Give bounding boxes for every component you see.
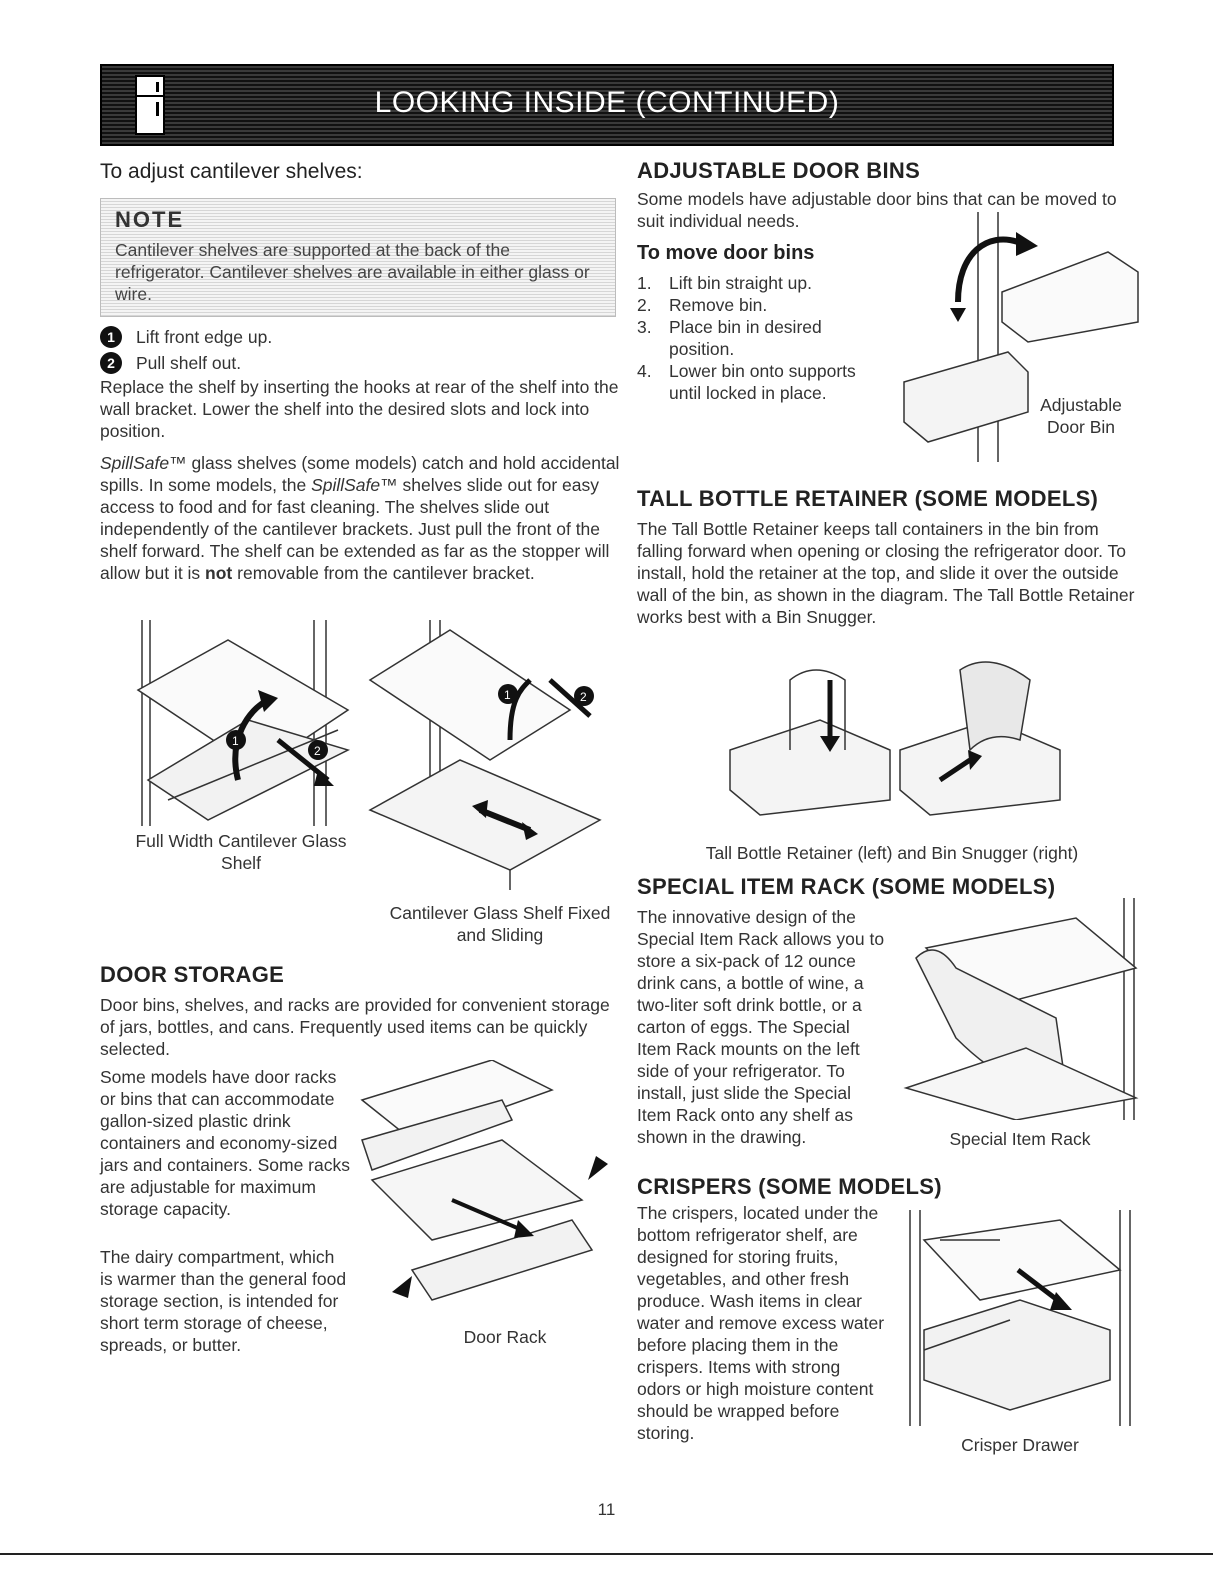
- list-item: [637, 360, 887, 404]
- special-rack-paragraph: The innovative design of the Special Item Rack allows you to store a six-pack of 12 ounce drink cans, a bottle of wine, a two-liter soft drink bottle, or a carton of eggs. The Special Item Rack mounts on the left side of your refrigerator. To install, just slide the Special Item Rack onto any shelf as shown in the drawing.: [637, 907, 885, 1147]
- list-item: [637, 316, 887, 360]
- note-text: Cantilever shelves are supported at the back of the refrigerator. Cantilever shelves are available in either glass or wire.: [115, 240, 590, 304]
- cantilever-heading: To adjust cantilever shelves:: [100, 160, 363, 183]
- tall-bottle-heading: TALL BOTTLE RETAINER (SOME MODELS): [637, 486, 1099, 511]
- adjustable-door-bin-label: Adjustable Door Bin: [1040, 395, 1122, 437]
- page-title: LOOKING INSIDE (CONTINUED): [374, 86, 840, 119]
- special-item-rack-drawing: [896, 898, 1146, 1120]
- replace-paragraph: Replace the shelf by inserting the hooks at rear of the shelf into the wall bracket. Lower the shelf into the desired slots and lock into position.: [100, 377, 619, 441]
- adjustable-bins-paragraph: Some models have adjustable door bins that can be moved to suit individual needs.: [637, 189, 1117, 231]
- door-rack-drawing: [352, 1060, 614, 1320]
- dairy-paragraph: The dairy compartment, which is warmer than the general food storage section, is intended for short term storage of cheese, spreads, or butter.: [100, 1247, 347, 1355]
- step-number: 3.: [637, 317, 652, 337]
- spillsafe-text: removable from the cantilever bracket.: [232, 563, 535, 583]
- adjustable-bins-heading: ADJUSTABLE DOOR BINS: [637, 158, 921, 183]
- step-number-badge: 2: [100, 352, 122, 374]
- spillsafe-text: glass shelves (some models) catch and hold accidental spills. In some models, the: [100, 453, 620, 495]
- crispers-paragraph: The crispers, located under the bottom refrigerator shelf, are designed for storing fruits, vegetables, and other fresh produce. Wash items in clear water and remove excess water before placing them in the crispers. Items with strong odors or high moisture content should be wrapped before storing.: [637, 1203, 885, 1443]
- step-text: Lift bin straight up.: [669, 273, 812, 293]
- step-text: Lower bin onto supports until locked in place.: [669, 361, 856, 403]
- full-width-shelf-drawing: [128, 620, 354, 826]
- spillsafe-text: shelves slide out for easy access to food and for fast cleaning. The shelves slide out independently of the cantilever brackets. Just pull the front of the shelf forward. The shelf can be extended as far as the stopper will allow but it is: [100, 475, 610, 583]
- tall-bottle-retainer-illustration: [720, 640, 1066, 820]
- door-rack-illustration: [352, 1060, 614, 1320]
- fixed-sliding-shelf-drawing: [360, 620, 620, 890]
- step-item: [100, 352, 620, 374]
- step-text: Remove bin.: [669, 295, 768, 315]
- list-item: [637, 294, 887, 316]
- step-text: Lift front edge up.: [136, 327, 273, 347]
- door-rack-caption: Door Rack: [463, 1327, 547, 1347]
- step-item: [100, 326, 620, 348]
- full-width-shelf-illustration: [128, 620, 354, 826]
- tall-bottle-retainer-drawing: [720, 640, 1066, 820]
- crisper-drawer-drawing: [900, 1210, 1140, 1426]
- special-item-rack-caption: Special Item Rack: [949, 1129, 1091, 1149]
- spillsafe-brand: SpillSafe™: [100, 453, 187, 473]
- svg-text:1: 1: [504, 688, 511, 702]
- step-number-badge: 1: [100, 326, 122, 348]
- special-rack-heading: SPECIAL ITEM RACK (SOME MODELS): [637, 874, 1056, 899]
- door-storage-heading: DOOR STORAGE: [100, 962, 285, 987]
- note-title: NOTE: [115, 207, 185, 232]
- step-text: Pull shelf out.: [136, 353, 242, 373]
- move-bins-heading: To move door bins: [637, 242, 815, 264]
- crispers-heading: CRISPERS (SOME MODELS): [637, 1174, 942, 1199]
- step-number: 4.: [637, 361, 652, 381]
- tall-bottle-paragraph: The Tall Bottle Retainer keeps tall containers in the bin from falling forward when opening or closing the refrigerator door. To install, hold the retainer at the top, and slide it over the outside wall of the bin, as shown in the diagram. The Tall Bottle Retainer works best with a Bin Snugger.: [637, 519, 1135, 627]
- crisper-drawer-caption: Crisper Drawer: [961, 1435, 1079, 1455]
- door-storage-paragraph: Door bins, shelves, and racks are provided for convenient storage of jars, bottles, and cans. Frequently used items can be quickly selected.: [100, 995, 610, 1059]
- crisper-drawer-illustration: [900, 1210, 1140, 1426]
- emphasis-not: not: [205, 563, 233, 583]
- step-text: Place bin in desired position.: [669, 317, 822, 359]
- step-number: 2.: [637, 295, 652, 315]
- svg-text:1: 1: [232, 734, 239, 748]
- step-number: 1.: [637, 273, 652, 293]
- full-width-shelf-caption: Full Width Cantilever Glass Shelf: [135, 831, 347, 873]
- move-bins-steps: [637, 272, 887, 404]
- door-racks-paragraph: Some models have door racks or bins that can accommodate gallon-sized plastic drink containers and economy-sized jars and containers. Some racks are adjustable for maximum storage capacity.: [100, 1067, 350, 1219]
- section-banner: [100, 64, 1114, 146]
- cantilever-steps: [100, 326, 620, 378]
- note-box: [100, 198, 616, 317]
- tall-bottle-caption: Tall Bottle Retainer (left) and Bin Snugger (right): [705, 843, 1079, 863]
- list-item: [637, 272, 887, 294]
- page-number: 11: [597, 1500, 616, 1519]
- svg-text:2: 2: [580, 690, 587, 704]
- fixed-sliding-shelf-caption: Cantilever Glass Shelf Fixed and Sliding: [389, 903, 611, 945]
- spillsafe-paragraph: [100, 452, 620, 584]
- spillsafe-brand: SpillSafe™: [311, 475, 398, 495]
- fixed-sliding-shelf-illustration: [360, 620, 620, 890]
- bottom-divider: [0, 1553, 1213, 1555]
- svg-text:2: 2: [314, 744, 321, 758]
- special-item-rack-illustration: [896, 898, 1146, 1120]
